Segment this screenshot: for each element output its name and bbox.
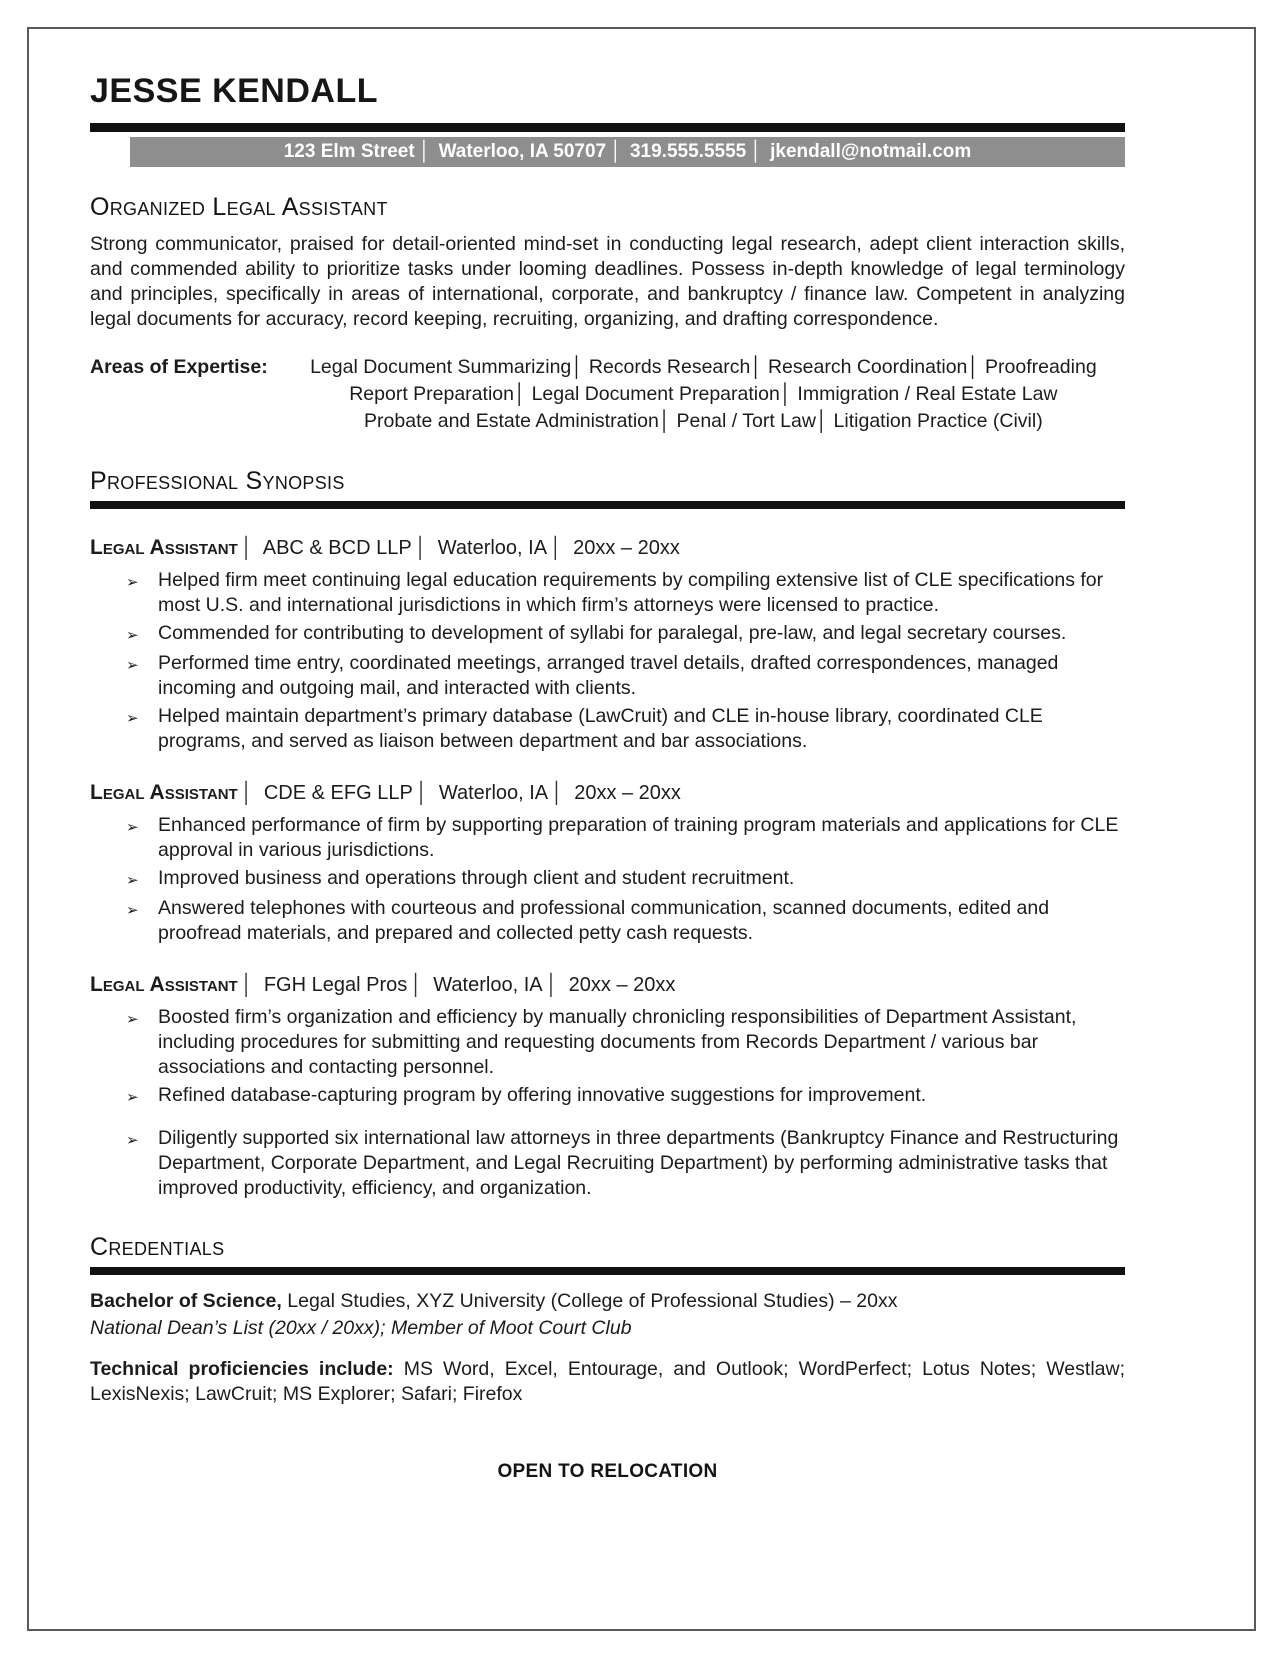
section-professional-synopsis: [90, 467, 1125, 509]
bullet-text: Performed time entry, coordinated meetings, arranged travel details, drafted correspondences, managed incoming and outgoing mail, and interacted with clients.: [158, 652, 1059, 699]
job-bullets: [90, 813, 1125, 946]
arrow-bullet-icon: ➢: [126, 1131, 139, 1149]
header-rule: [90, 123, 1125, 132]
job-company: ABC & BCD LLP: [262, 537, 412, 559]
section-rule: [90, 1267, 1125, 1275]
job-location: Waterloo, IA: [437, 537, 548, 559]
expertise-label: Areas of Expertise:: [90, 356, 268, 378]
separator: │: [551, 782, 564, 804]
separator: │: [415, 782, 429, 804]
areas-of-expertise: [90, 354, 1125, 435]
bullet-item: [126, 704, 1125, 754]
technical-proficiencies-label: Technical proficiencies include:: [90, 1358, 394, 1380]
arrow-bullet-icon: ➢: [126, 573, 139, 591]
bullet-text: Commended for contributing to development of syllabi for paralegal, pre-law, and legal secretary courses.: [158, 622, 1067, 644]
degree-line: [90, 1289, 1125, 1314]
bullet-text: Helped maintain department’s primary database (LawCruit) and CLE in-house library, coordinated CLE programs, and served as liaison between department and bar associations.: [158, 705, 1043, 752]
job-entry-3: [90, 972, 1125, 1201]
job-title: Legal Assistant: [90, 536, 238, 559]
arrow-bullet-icon: ➢: [126, 626, 139, 644]
expertise-line: Report Preparation│ Legal Document Preparation│ Immigration / Real Estate Law: [349, 383, 1058, 405]
bullet-text: Answered telephones with courteous and professional communication, scanned documents, edited and proofread materials, and prepared and collected petty cash requests.: [158, 897, 1050, 944]
separator: │: [410, 974, 423, 996]
bullet-item: [126, 1126, 1125, 1201]
bullet-item: [126, 651, 1125, 701]
contact-separator: │: [418, 141, 431, 162]
contact-address: 123 Elm Street: [283, 141, 415, 162]
degree-details: Legal Studies, XYZ University (College of Professional Studies) – 20xx: [287, 1290, 898, 1312]
bullet-text: Refined database-capturing program by offering innovative suggestions for improvement.: [158, 1084, 927, 1106]
section-credentials: [90, 1233, 1125, 1275]
separator: │: [414, 537, 428, 559]
bullet-item: [126, 813, 1125, 863]
arrow-bullet-icon: ➢: [126, 1010, 139, 1028]
technical-proficiencies: [90, 1357, 1125, 1407]
bullet-text: Helped firm meet continuing legal education requirements by compiling extensive list of CLE specifications for most U.S. and international jurisdictions in which firm’s attorneys were licensed to practice.: [158, 569, 1104, 616]
bullet-text: Diligently supported six international law attorneys in three departments (Bankruptcy Finance and Restructuring Department, Corporate Department, and Legal Recruiting Department) by performing administrative tasks that improved productivity, efficiency, and organization.: [158, 1127, 1119, 1199]
contact-separator: │: [610, 141, 622, 162]
job-company: CDE & EFG LLP: [263, 782, 413, 804]
arrow-bullet-icon: ➢: [126, 871, 139, 889]
job-dates: 20xx – 20xx: [573, 537, 680, 559]
honors-line: National Dean’s List (20xx / 20xx); Member of Moot Court Club: [90, 1317, 632, 1339]
arrow-bullet-icon: ➢: [126, 656, 139, 674]
job-header: [90, 972, 1125, 998]
technical-proficiencies-list: MS Word, Excel, Entourage, and Outlook; WordPerfect; Lotus Notes; Westlaw; LexisNexis; LawCruit; MS Explorer; Safari; Firefox: [90, 1358, 1125, 1405]
separator: │: [240, 974, 254, 996]
bullet-text: Enhanced performance of firm by supporting preparation of training program materials and applications for CLE approval in various jurisdictions.: [158, 814, 1119, 861]
bullet-item: [126, 866, 1125, 893]
separator: │: [550, 537, 563, 559]
separator: │: [240, 537, 254, 559]
separator: │: [545, 974, 559, 996]
contact-email: jkendall@notmail.com: [770, 141, 972, 162]
job-bullets: [90, 568, 1125, 754]
profile-summary: Strong communicator, praised for detail-oriented mind-set in conducting legal research, adept client interaction skills, and commended ability to prioritize tasks under looming deadlines. Possess in-depth knowledge of legal terminology and principles, specifically in areas of international, corporate, and bankruptcy / finance law. Competent in analyzing legal documents for accuracy, record keeping, recruiting, organizing, and drafting correspondence.: [90, 233, 1125, 330]
candidate-name: JESSE KENDALL: [90, 72, 378, 110]
arrow-bullet-icon: ➢: [126, 901, 139, 919]
job-entry-1: [90, 535, 1125, 754]
section-rule: [90, 501, 1125, 509]
relocation-note: OPEN TO RELOCATION: [497, 1461, 718, 1482]
job-bullets: [90, 1005, 1125, 1201]
bullet-item: [126, 568, 1125, 618]
arrow-bullet-icon: ➢: [126, 709, 139, 727]
job-header: [90, 780, 1125, 806]
bullet-item: [126, 896, 1125, 946]
job-dates: 20xx – 20xx: [574, 782, 681, 804]
contact-phone: 319.555.5555: [629, 141, 747, 162]
arrow-bullet-icon: ➢: [126, 1088, 139, 1106]
contact-bar: [130, 137, 1125, 167]
job-header: [90, 535, 1125, 561]
job-location: Waterloo, IA: [438, 782, 549, 804]
job-title: Legal Assistant: [90, 781, 238, 804]
bullet-text: Boosted firm’s organization and efficiency by manually chronicling responsibilities of Department Assistant, including procedures for submitting and requesting documents from Records Department / various bar associations and contacting personnel.: [158, 1006, 1077, 1078]
contact-city-state-zip: Waterloo, IA 50707: [438, 141, 607, 162]
expertise-line: Legal Document Summarizing│ Records Research│ Research Coordination│ Proofreading: [310, 356, 1097, 378]
separator: │: [240, 782, 254, 804]
expertise-lines: [282, 354, 1125, 435]
bullet-item: [126, 621, 1125, 648]
job-entry-2: [90, 780, 1125, 946]
job-location: Waterloo, IA: [433, 974, 543, 996]
profile-heading: Organized Legal Assistant: [90, 193, 388, 221]
job-dates: 20xx – 20xx: [568, 974, 676, 996]
contact-separator: │: [750, 141, 763, 162]
degree-name: Bachelor of Science,: [90, 1290, 282, 1312]
bullet-text: Improved business and operations through client and student recruitment.: [158, 867, 795, 889]
section-heading-credentials: Credentials: [90, 1233, 225, 1261]
job-company: FGH Legal Pros: [263, 974, 408, 996]
expertise-line: Probate and Estate Administration│ Penal / Tort Law│ Litigation Practice (Civil): [364, 410, 1043, 432]
job-title: Legal Assistant: [90, 973, 238, 996]
arrow-bullet-icon: ➢: [126, 818, 139, 836]
section-heading-professional-synopsis: Professional Synopsis: [90, 467, 345, 495]
bullet-item: [126, 1005, 1125, 1080]
bullet-item: [126, 1083, 1125, 1110]
